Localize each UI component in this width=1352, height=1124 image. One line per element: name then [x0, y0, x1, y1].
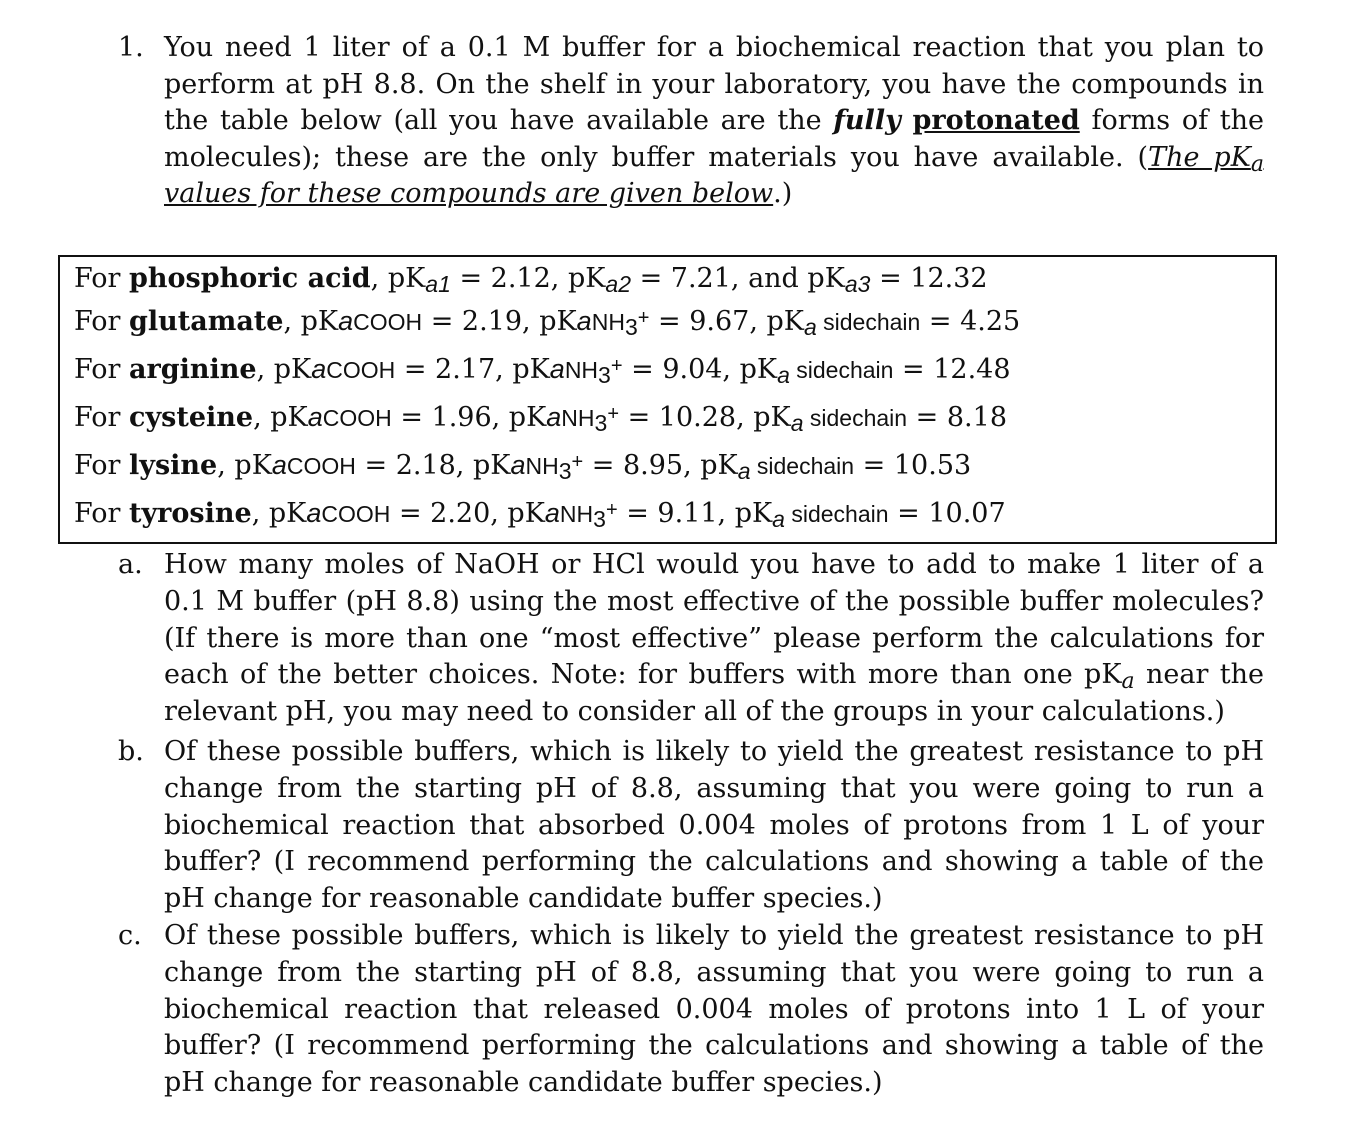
- compound-name: lysine: [129, 450, 218, 481]
- pka-note: The $pK_a$ values for these compounds are given below: [164, 141, 1264, 209]
- note-end: .): [773, 178, 793, 209]
- pka-row-glutamate: For glutamate, pKaCOOH = 2.19, pKaNH$_3$+ = 9.67, $pK_a$ sidechain = 4.25: [74, 306, 1021, 340]
- compound-name: cysteine: [129, 402, 254, 433]
- emphasis-fully: fully: [833, 105, 901, 136]
- subquestion-a-letter: a.: [118, 549, 143, 580]
- pka-row-phosphoric-acid: For phosphoric acid, $pK_{a1} = 2.12$, $pK_{a2} = 7.21$, and $pK_{a3} = 12.32$: [74, 263, 988, 297]
- pka-row-tyrosine: For tyrosine, pKaCOOH = 2.20, pKaNH$_3$+ = 9.11, $pK_a$ sidechain = 10.07: [74, 498, 1006, 532]
- compound-name: arginine: [129, 354, 257, 385]
- pka-row-cysteine: For cysteine, pKaCOOH = 1.96, pKaNH$_3$+ = 10.28, $pK_a$ sidechain = 8.18: [74, 402, 1007, 436]
- intro-text-1: You need 1 liter of a 0.1 M buffer for a biochemical reaction that you plan to perform at pH 8.8. On the shelf in your laboratory, you have the compounds in the table below (all you have available are the: [164, 32, 1264, 136]
- intro-text-2: forms of the molecules); these are the only buffer materials you have available. (: [164, 105, 1265, 173]
- subquestion-b-letter: b.: [118, 736, 144, 767]
- pka-values-box: [58, 255, 1277, 544]
- pka-row-arginine: For arginine, pKaCOOH = 2.17, pKaNH$_3$+ = 9.04, $pK_a$ sidechain = 12.48: [74, 354, 1011, 388]
- subquestion-c-text: Of these possible buffers, which is likely to yield the greatest resistance to pH change from the starting pH of 8.8, assuming that you were going to run a biochemical reaction that released 0.004 moles of protons into 1 L of your buffer? (I recommend performing the calculations and showing a table of the pH change for reasonable candidate buffer species.): [164, 920, 1264, 1099]
- question-intro: [164, 30, 1264, 213]
- subquestion-c-letter: c.: [118, 920, 142, 951]
- compound-name: phosphoric acid: [129, 263, 371, 294]
- subquestion-b-text: Of these possible buffers, which is likely to yield the greatest resistance to pH change from the starting pH of 8.8, assuming that you were going to run a biochemical reaction that absorbed 0.004 moles of protons from 1 L of your buffer? (I recommend performing the calculations and showing a table of the pH change for reasonable candidate buffer species.): [164, 736, 1264, 915]
- subquestion-a-text: How many moles of NaOH or HCl would you have to add to make 1 liter of a 0.1 M buffer (pH 8.8) using the most effective of the possible buffer molecules? (If there is more than one “most effective” please perform the calculations for each of the better choices. Note: for buffers with more than one $pK_a$ near the relevant pH, you may need to consider all of the groups in your calculations.): [164, 549, 1264, 728]
- compound-name: tyrosine: [129, 498, 252, 529]
- emphasis-protonated: protonated: [912, 105, 1080, 136]
- question-number: 1.: [118, 32, 144, 63]
- pka-row-lysine: For lysine, pKaCOOH = 2.18, pKaNH$_3$+ = 8.95, $pK_a$ sidechain = 10.53: [74, 450, 972, 484]
- compound-name: glutamate: [129, 306, 284, 337]
